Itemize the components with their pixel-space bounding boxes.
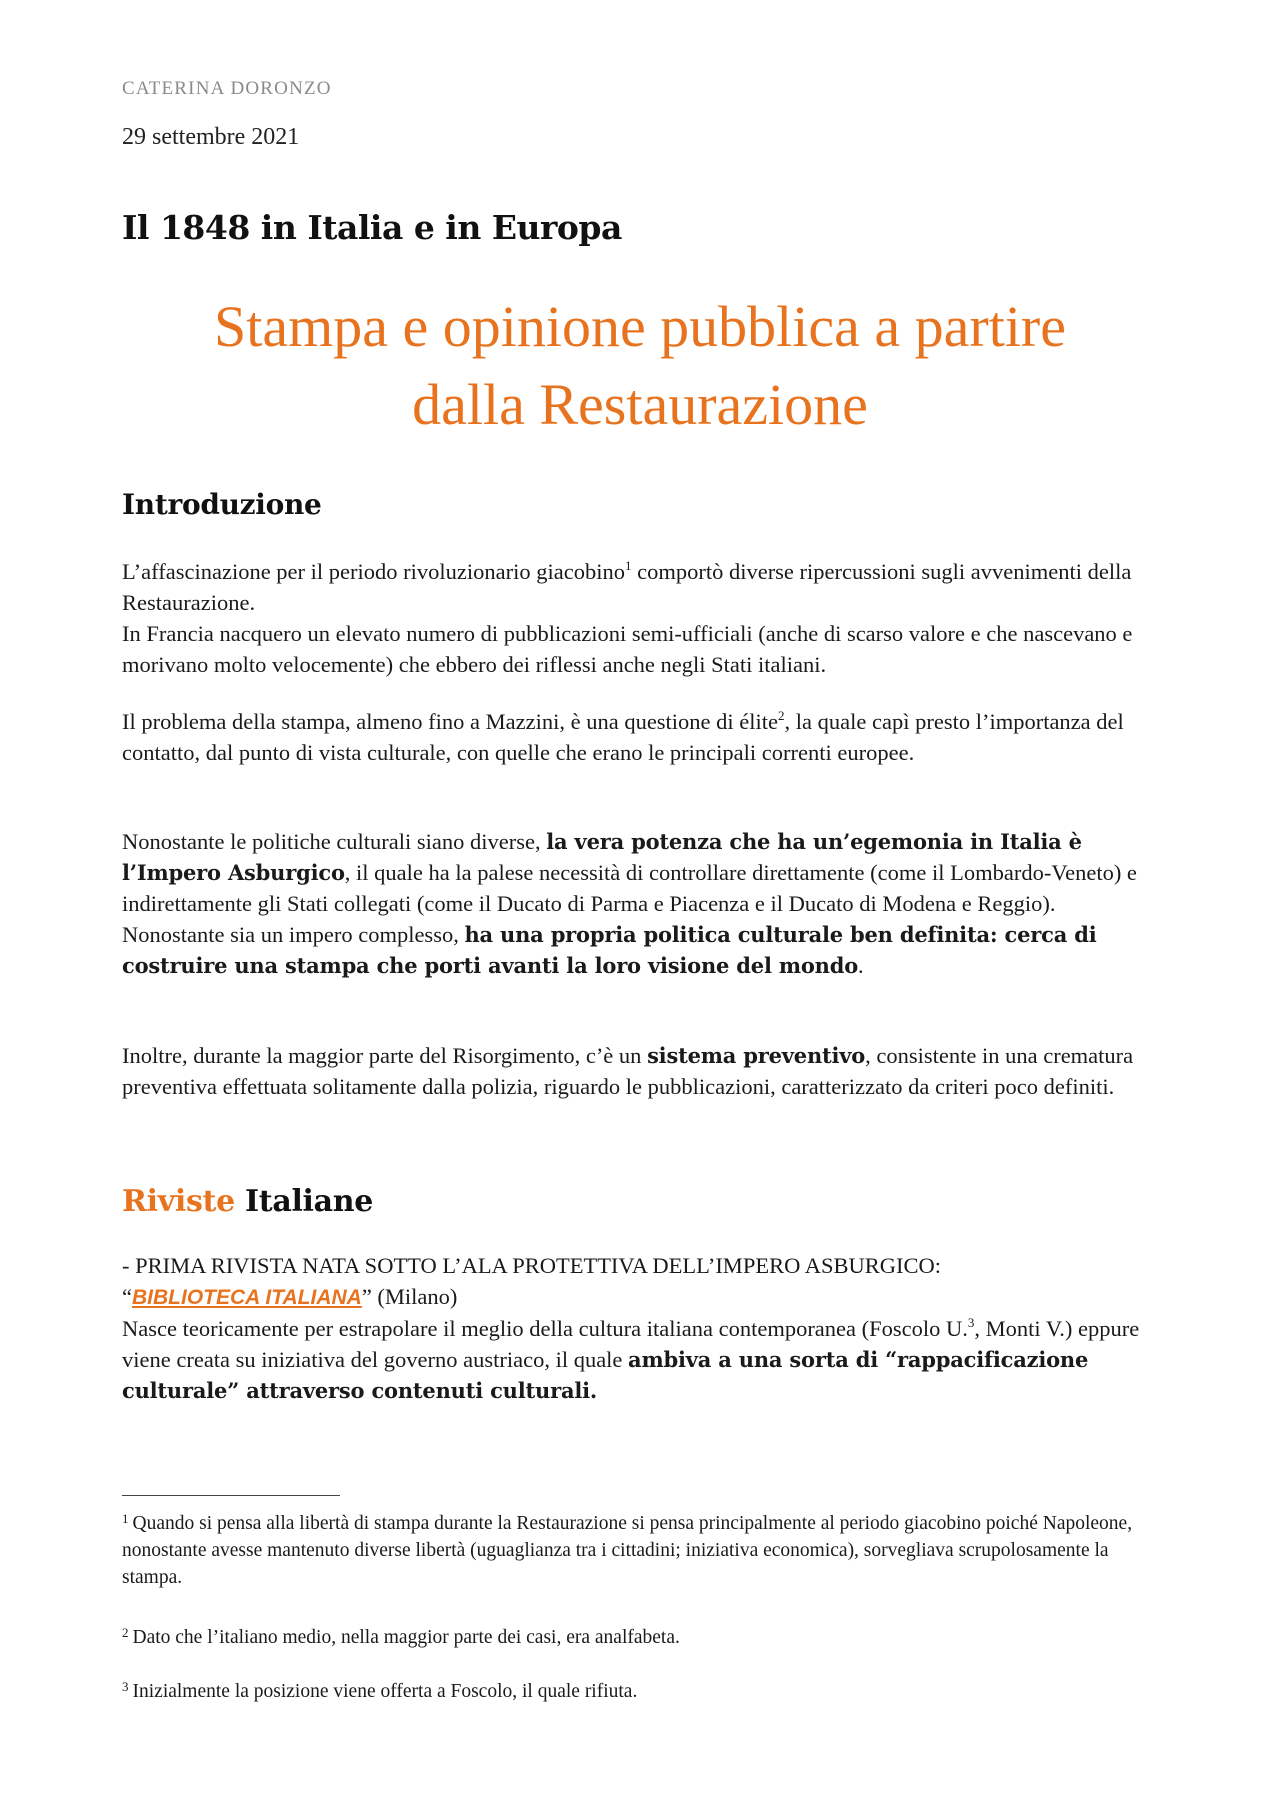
footnote-ref-1[interactable]: 1 bbox=[624, 558, 632, 573]
footnote-2: $^2$ Dato che l’italiano medio, nella maggior parte dei casi, era analfabeta. bbox=[122, 1625, 680, 1648]
page-title-line-1: Stampa e opinione pubblica a partire bbox=[214, 294, 1066, 359]
page-title bbox=[122, 288, 1158, 444]
document-date: 29 settembre 2021 bbox=[122, 124, 300, 150]
intro-paragraph-1: L’affascinazione per il periodo rivoluzionario giacobino$^1$ comportò diverse ripercussioni sugli avvenimenti della Restaurazione. In Francia nacquero un elevato numero di pubblicazioni semi-ufficiali (anche di scarso valore e che nascevano e morivano molto velocemente) che ebbero dei riflessi anche negli Stati italiani. bbox=[122, 558, 1133, 677]
intro-heading: Introduzione bbox=[122, 488, 322, 521]
emphasis-preventive-system: sistema preventivo bbox=[647, 1043, 866, 1068]
footnote-ref-3[interactable]: 3 bbox=[967, 1315, 975, 1330]
intro-paragraph-3: Nonostante le politiche culturali siano diverse, la vera potenza che ha un’egemonia in Italia è l’Impero Asburgico, il quale ha la palese necessità di controllare direttamente (come il Lombardo-Veneto) e indirettamente gli Stati collegati (come il Ducato di Parma e Piacenza e il Ducato di Modena e Reggio). Nonostante sia un impero complesso, ha una propria politica culturale ben definita: cerca di costruire una stampa che porti avanti la loro visione del mondo. bbox=[122, 829, 1137, 978]
emphasis-habsburg: la vera potenza che ha un’egemonia in Italia è l’Impero Asburgico bbox=[122, 829, 1082, 885]
riviste-heading: Riviste Italiane bbox=[122, 1184, 374, 1219]
emphasis-rappacificazione: ambiva a una sorta di “rappacificazione culturale” attraverso contenuti culturali. bbox=[122, 1347, 1089, 1403]
subject-heading: Il 1848 in Italia e in Europa bbox=[122, 208, 622, 247]
author-name: CATERINA DORONZO bbox=[122, 78, 332, 99]
footnote-1: $^1$ Quando si pensa alla libertà di stampa durante la Restaurazione si pensa principalmente al periodo giacobino poiché Napoleone, nonostante avesse mantenuto diverse libertà (uguaglianza tra i cittadini; iniziativa economica), sorvegliava scrupolosamente la stampa. bbox=[122, 1511, 1133, 1588]
footnote-divider bbox=[122, 1495, 340, 1496]
riviste-paragraph: - PRIMA RIVISTA NATA SOTTO L’ALA PROTETTIVA DELL’IMPERO ASBURGICO: “BIBLIOTECA ITALIANA” (Milano) Nasce teoricamente per estrapolare il meglio della cultura italiana contemporanea (Foscolo U.$^3$, Monti V.) eppure viene creata su iniziativa del governo austriaco, il quale ambiva a una sorta di “rappacificazione culturale” attraverso contenuti culturali. bbox=[122, 1253, 1140, 1403]
footnote-3: $^3$ Inizialmente la posizione viene offerta a Foscolo, il quale rifiuta. bbox=[122, 1679, 638, 1702]
intro-paragraph-4: Inoltre, durante la maggior parte del Risorgimento, c’è un sistema preventivo, consistente in una crematura preventiva effettuata solitamente dalla polizia, riguardo le pubblicazioni, caratterizzato da criteri poco definiti. bbox=[122, 1043, 1134, 1099]
riviste-heading-accent: Riviste bbox=[122, 1184, 235, 1219]
emphasis-cultural-policy: ha una propria politica culturale ben definita: cerca di costruire una stampa che porti avanti la loro visione del mondo bbox=[122, 922, 1097, 978]
page-title-line-2: dalla Restaurazione bbox=[412, 372, 868, 437]
intro-paragraph-2: Il problema della stampa, almeno fino a Mazzini, è una questione di élite$^2$, la quale capì presto l’importanza del contatto, dal punto di vista culturale, con quelle che erano le principali correnti europee. bbox=[122, 708, 1124, 765]
footnote-ref-2[interactable]: 2 bbox=[778, 708, 785, 723]
journal-link-biblioteca-italiana[interactable]: BIBLIOTECA ITALIANA bbox=[132, 1286, 362, 1309]
